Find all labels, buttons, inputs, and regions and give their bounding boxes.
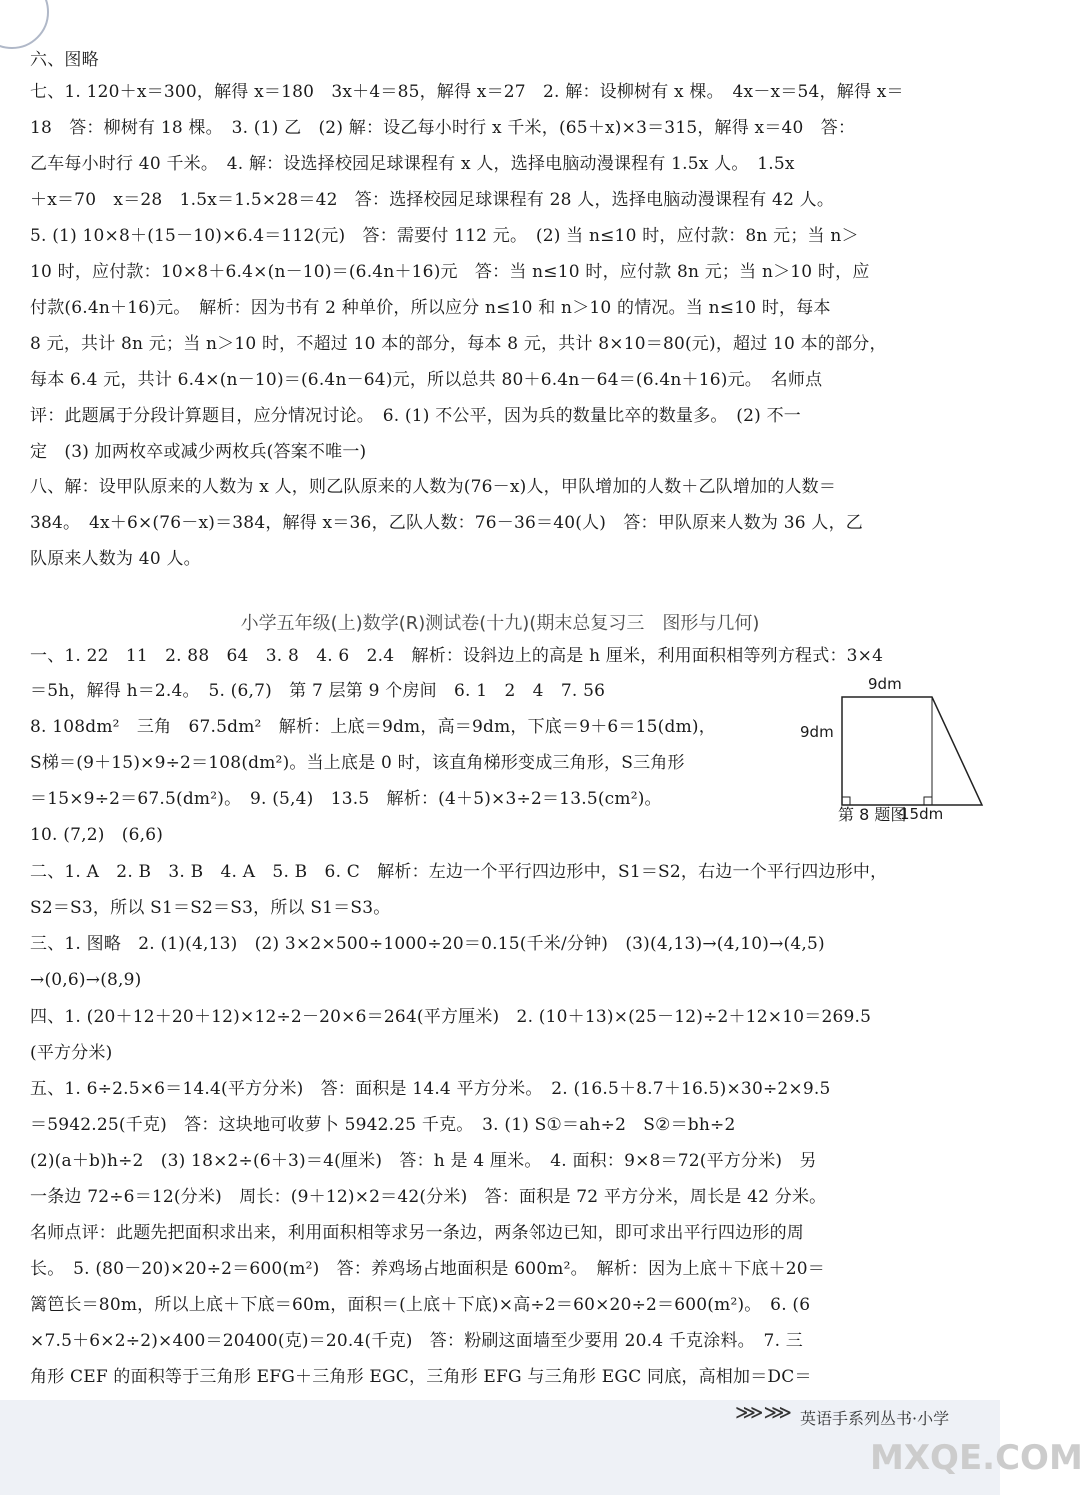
answer-line: 付款(6.4n＋16)元。 解析：因为书有 2 种单价，所以应分 n≤10 和 n＞10 的情况。当 n≤10 时，每本: [30, 298, 831, 318]
answer-line: 长。 5. (80－20)×20÷2＝600(m²) 答：养鸡场占地面积是 600m²。 解析：因为上底＋下底＋20＝: [30, 1259, 825, 1279]
corner-seal-icon: [0, 0, 49, 49]
answer-line: 名师点评：此题先把面积求出来，利用面积相等求另一条边，两条邻边已知，即可求出平行四边形的周: [30, 1223, 804, 1243]
watermark-text: MXQE.COM: [870, 1438, 1083, 1478]
right-angle-mark-right: [924, 797, 932, 805]
answer-line: 二、1. A 2. B 3. B 4. A 5. B 6. C 解析：左边一个平行四边形中，S1＝S2，右边一个平行四边形中，: [30, 862, 888, 882]
answer-line: 一条边 72÷6＝12(分米) 周长：(9＋12)×2＝42(分米) 答：面积是 72 平方分米，周长是 42 分米。: [30, 1187, 827, 1207]
answer-line: 七、1. 120＋x＝300，解得 x＝180 3x＋4＝85，解得 x＝27 2. 解：设柳树有 x 棵。 4x－x＝54，解得 x＝: [30, 82, 904, 102]
answer-line: →(0,6)→(8,9): [30, 970, 142, 990]
answer-line: 角形 CEF 的面积等于三角形 EFG＋三角形 EGC，三角形 EFG 与三角形 EGC 同底，高相加＝DC＝: [30, 1367, 812, 1387]
answer-line: 5. (1) 10×8＋(15－10)×6.4＝112(元) 答：需要付 112 元。 (2) 当 n≤10 时，应付款：8n 元；当 n＞: [30, 226, 859, 246]
answer-line: ＝5942.25(千克) 答：这块地可收萝卜 5942.25 千克。 3. (1) S①＝ah÷2 S②＝bh÷2: [30, 1115, 736, 1135]
answer-line: 定 (3) 加两枚卒或减少两枚兵(答案不唯一): [30, 442, 367, 462]
answer-line: 篱笆长＝80m，所以上底＋下底＝60m，面积＝(上底＋下底)×高÷2＝60×20÷2＝600(m²)。 6. (6: [30, 1295, 811, 1315]
figure-caption: 第 8 题图: [838, 805, 907, 824]
answer-line: ＝5h，解得 h＝2.4。 5. (6,7) 第 7 层第 9 个房间 6. 1 2 4 7. 56: [30, 681, 606, 701]
figure-top-label: 9dm: [868, 675, 902, 693]
answer-line: 三、1. 图略 2. (1)(4,13) (2) 3×2×500÷1000÷20＝0.15(千米/分钟) (3)(4,13)→(4,10)→(4,5): [30, 934, 825, 954]
answer-line: 18 答：柳树有 18 棵。 3. (1) 乙 (2) 解：设乙每小时行 x 千米，(65＋x)×3＝315，解得 x＝40 答：: [30, 118, 856, 138]
answer-line: (平方分米): [30, 1043, 113, 1063]
section-title: 小学五年级(上)数学(R)测试卷(十九)(期末总复习三 图形与几何): [240, 613, 760, 634]
footer-text: 英语手系列丛书·小学: [800, 1409, 950, 1428]
answer-line: 每本 6.4 元，共计 6.4×(n－10)＝(6.4n－64)元，所以总共 80＋6.4n－64＝(6.4n＋16)元。 名师点: [30, 370, 823, 390]
answer-line: 评：此题属于分段计算题目，应分情况讨论。 6. (1) 不公平，因为兵的数量比卒的数量多。 (2) 不一: [30, 406, 801, 426]
footer-arrows-icon: ⋙⋙: [735, 1400, 792, 1424]
figure-left-label: 9dm: [800, 723, 834, 741]
answer-line: 8 元，共计 8n 元；当 n＞10 时，不超过 10 本的部分，每本 8 元，共计 8×10＝80(元)，超过 10 本的部分，: [30, 334, 887, 354]
answer-line: 八、解：设甲队原来的人数为 x 人，则乙队原来的人数为(76－x)人，甲队增加的人数＋乙队增加的人数＝: [30, 477, 837, 497]
trapezoid-shape: [842, 697, 982, 805]
answer-line: 队原来人数为 40 人。: [30, 549, 201, 569]
answer-line: 乙车每小时行 40 千米。 4. 解：设选择校园足球课程有 x 人，选择电脑动漫课程有 1.5x 人。 1.5x: [30, 154, 795, 174]
answer-line: S2＝S3，所以 S1＝S2＝S3，所以 S1＝S3。: [30, 898, 391, 918]
answer-line: ＋x＝70 x＝28 1.5x＝1.5×28＝42 答：选择校园足球课程有 28 人，选择电脑动漫课程有 42 人。: [30, 190, 835, 210]
answer-line: 10 时，应付款：10×8＋6.4×(n－10)＝(6.4n＋16)元 答：当 n≤10 时，应付款 8n 元；当 n＞10 时，应: [30, 262, 870, 282]
answer-line: S梯＝(9＋15)×9÷2＝108(dm²)。当上底是 0 时，该直角梯形变成三角形，S三角形: [30, 753, 685, 773]
answer-line: 384。 4x＋6×(76－x)＝384，解得 x＝36，乙队人数：76－36＝40(人) 答：甲队原来人数为 36 人，乙: [30, 513, 863, 533]
answer-line: 8. 108dm² 三角 67.5dm² 解析：上底＝9dm，高＝9dm，下底＝9＋6＝15(dm)，: [30, 717, 716, 737]
answer-line: 10. (7,2) (6,6): [30, 825, 164, 845]
figure-bottom-label: 15dm: [900, 805, 944, 823]
answer-line: ＝15×9÷2＝67.5(dm²)。 9. (5,4) 13.5 解析：(4＋5)×3÷2＝13.5(cm²)。: [30, 789, 662, 809]
answer-line: 一、1. 22 11 2. 88 64 3. 8 4. 6 2.4 解析：设斜边上的高是 h 厘米，利用面积相等列方程式：3×4: [30, 646, 884, 666]
answer-line: ×7.5＋6×2÷2)×400＝20400(克)＝20.4(千克) 答：粉刷这面墙至少要用 20.4 千克涂料。 7. 三: [30, 1331, 803, 1351]
answer-line: (2)(a＋b)h÷2 (3) 18×2÷(6＋3)＝4(厘米) 答：h 是 4 厘米。 4. 面积：9×8＝72(平方分米) 另: [30, 1151, 817, 1171]
answer-line: 六、图略: [30, 50, 99, 70]
answer-line: 四、1. (20＋12＋20＋12)×12÷2－20×6＝264(平方厘米) 2. (10＋13)×(25－12)÷2＋12×10＝269.5: [30, 1007, 872, 1027]
answer-line: 五、1. 6÷2.5×6＝14.4(平方分米) 答：面积是 14.4 平方分米。 2. (16.5＋8.7＋16.5)×30÷2×9.5: [30, 1079, 831, 1099]
